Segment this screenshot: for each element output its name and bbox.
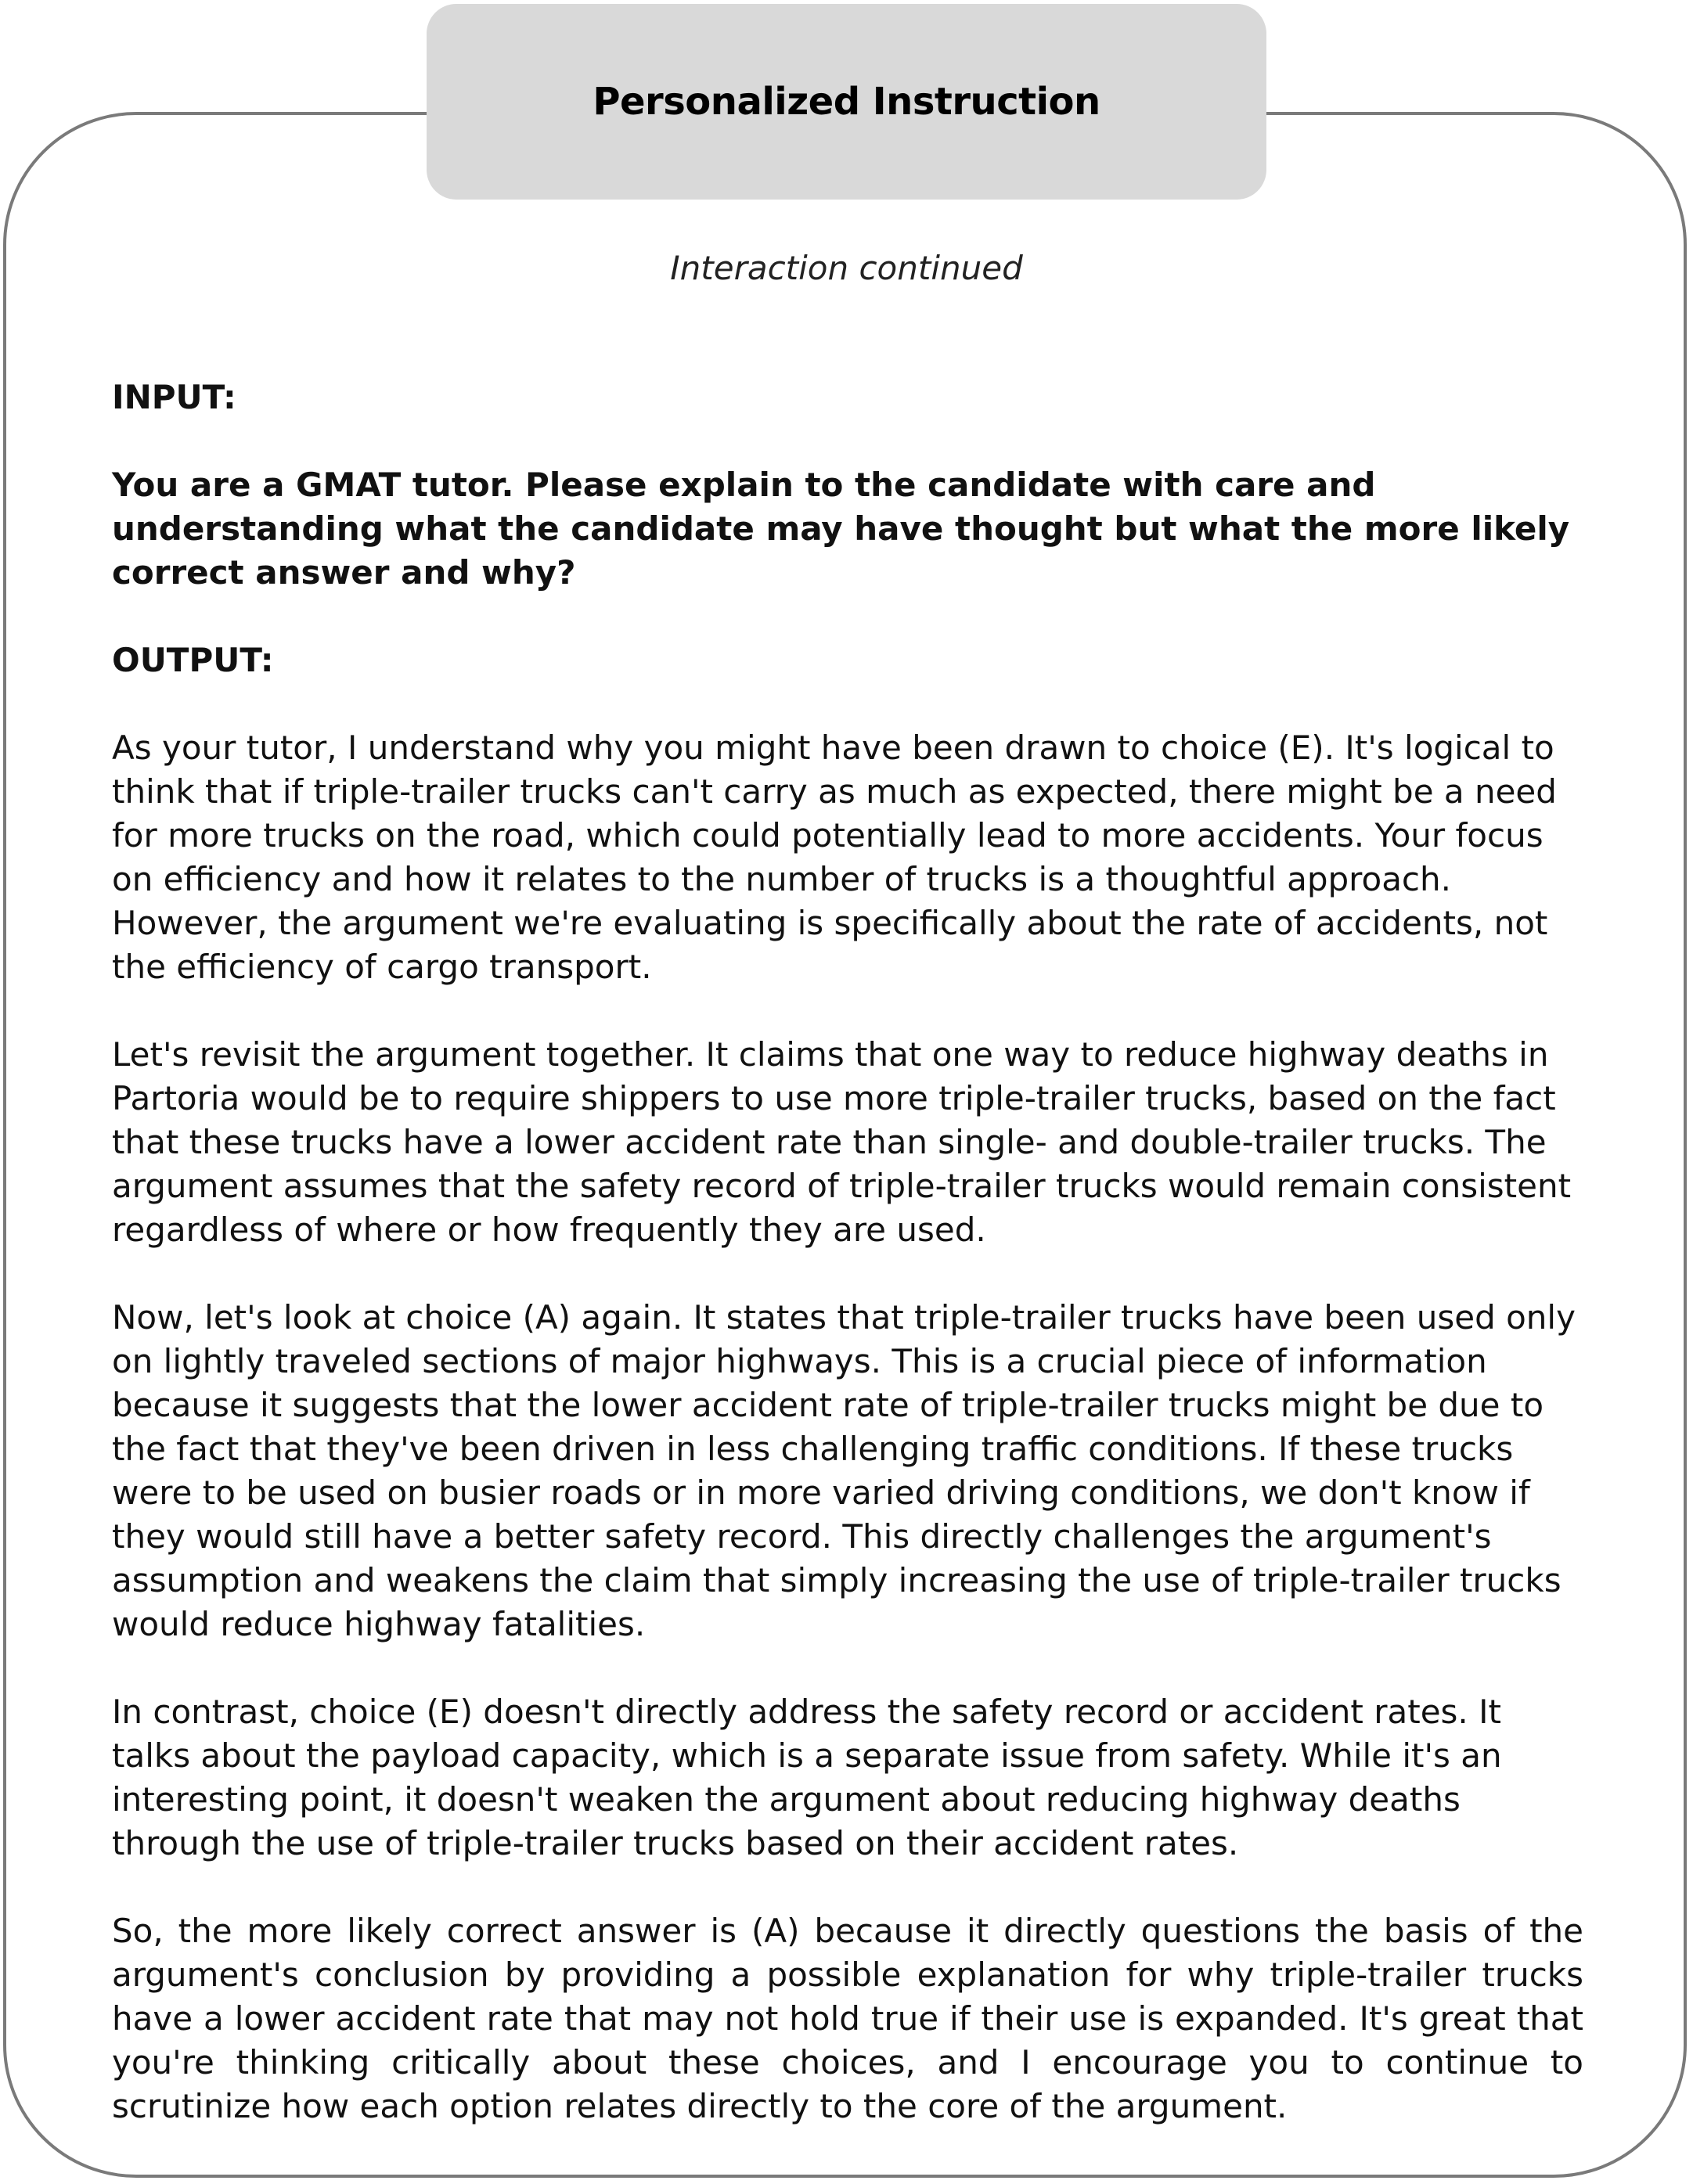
content-body	[112, 376, 1583, 2172]
output-label: OUTPUT:	[112, 641, 274, 679]
input-prompt: You are a GMAT tutor. Please explain to the candidate with care and understanding what the candidate may have thought but what the more likely correct answer and why?	[112, 466, 1570, 592]
output-paragraph-3: Now, let's look at choice (A) again. It states that triple-trailer trucks have been used only on lightly traveled sections of major highways. This is a crucial piece of information because it suggests that the lower accident rate of triple-trailer trucks might be due to the fact that they've been driven in less challenging traffic conditions. If these trucks were to be used on busier roads or in more varied driving conditions, we don't know if they would still have a better safety record. This directly challenges the argument's assumption and weakens the claim that simply increasing the use of triple-trailer trucks would reduce highway fatalities.	[112, 1298, 1576, 1643]
input-label: INPUT:	[112, 378, 236, 416]
output-paragraph-2: Let's revisit the argument together. It claims that one way to reduce highway deaths in Partoria would be to require shippers to use more triple-trailer trucks, based on the fact that these trucks have a lower accident rate than single- and double-trailer trucks. The argument assumes that the safety record of triple-trailer trucks would remain consistent regardless of where or how frequently they are used.	[112, 1035, 1572, 1249]
subtitle: Interaction continued	[670, 249, 1023, 287]
title-tab	[427, 4, 1266, 200]
page-title: Personalized Instruction	[593, 80, 1100, 124]
output-paragraph-1: As your tutor, I understand why you might have been drawn to choice (E). It's logical to think that if triple-trailer trucks can't carry as much as expected, there might be a need for more trucks on the road, which could potentially lead to more accidents. Your focus on efficiency and how it relates to the number of trucks is a thoughtful approach. However, the argument we're evaluating is specifically about the rate of accidents, not the efficiency of cargo transport.	[112, 729, 1557, 986]
output-paragraph-5: So, the more likely correct answer is (A) because it directly questions the basis of the argument's conclusion by providing a possible explanation for why triple-trailer trucks have a lower accident rate that may not hold true if their use is expanded. It's great that you're thinking critically about these choices, and I encourage you to continue to scrutinize how each option relates directly to the core of the argument.	[112, 1912, 1583, 2125]
output-paragraph-4: In contrast, choice (E) doesn't directly address the safety record or accident rates. It talks about the payload capacity, which is a separate issue from safety. While it's an interesting point, it doesn't weaken the argument about reducing highway deaths through the use of triple-trailer trucks based on their accident rates.	[112, 1693, 1502, 1862]
